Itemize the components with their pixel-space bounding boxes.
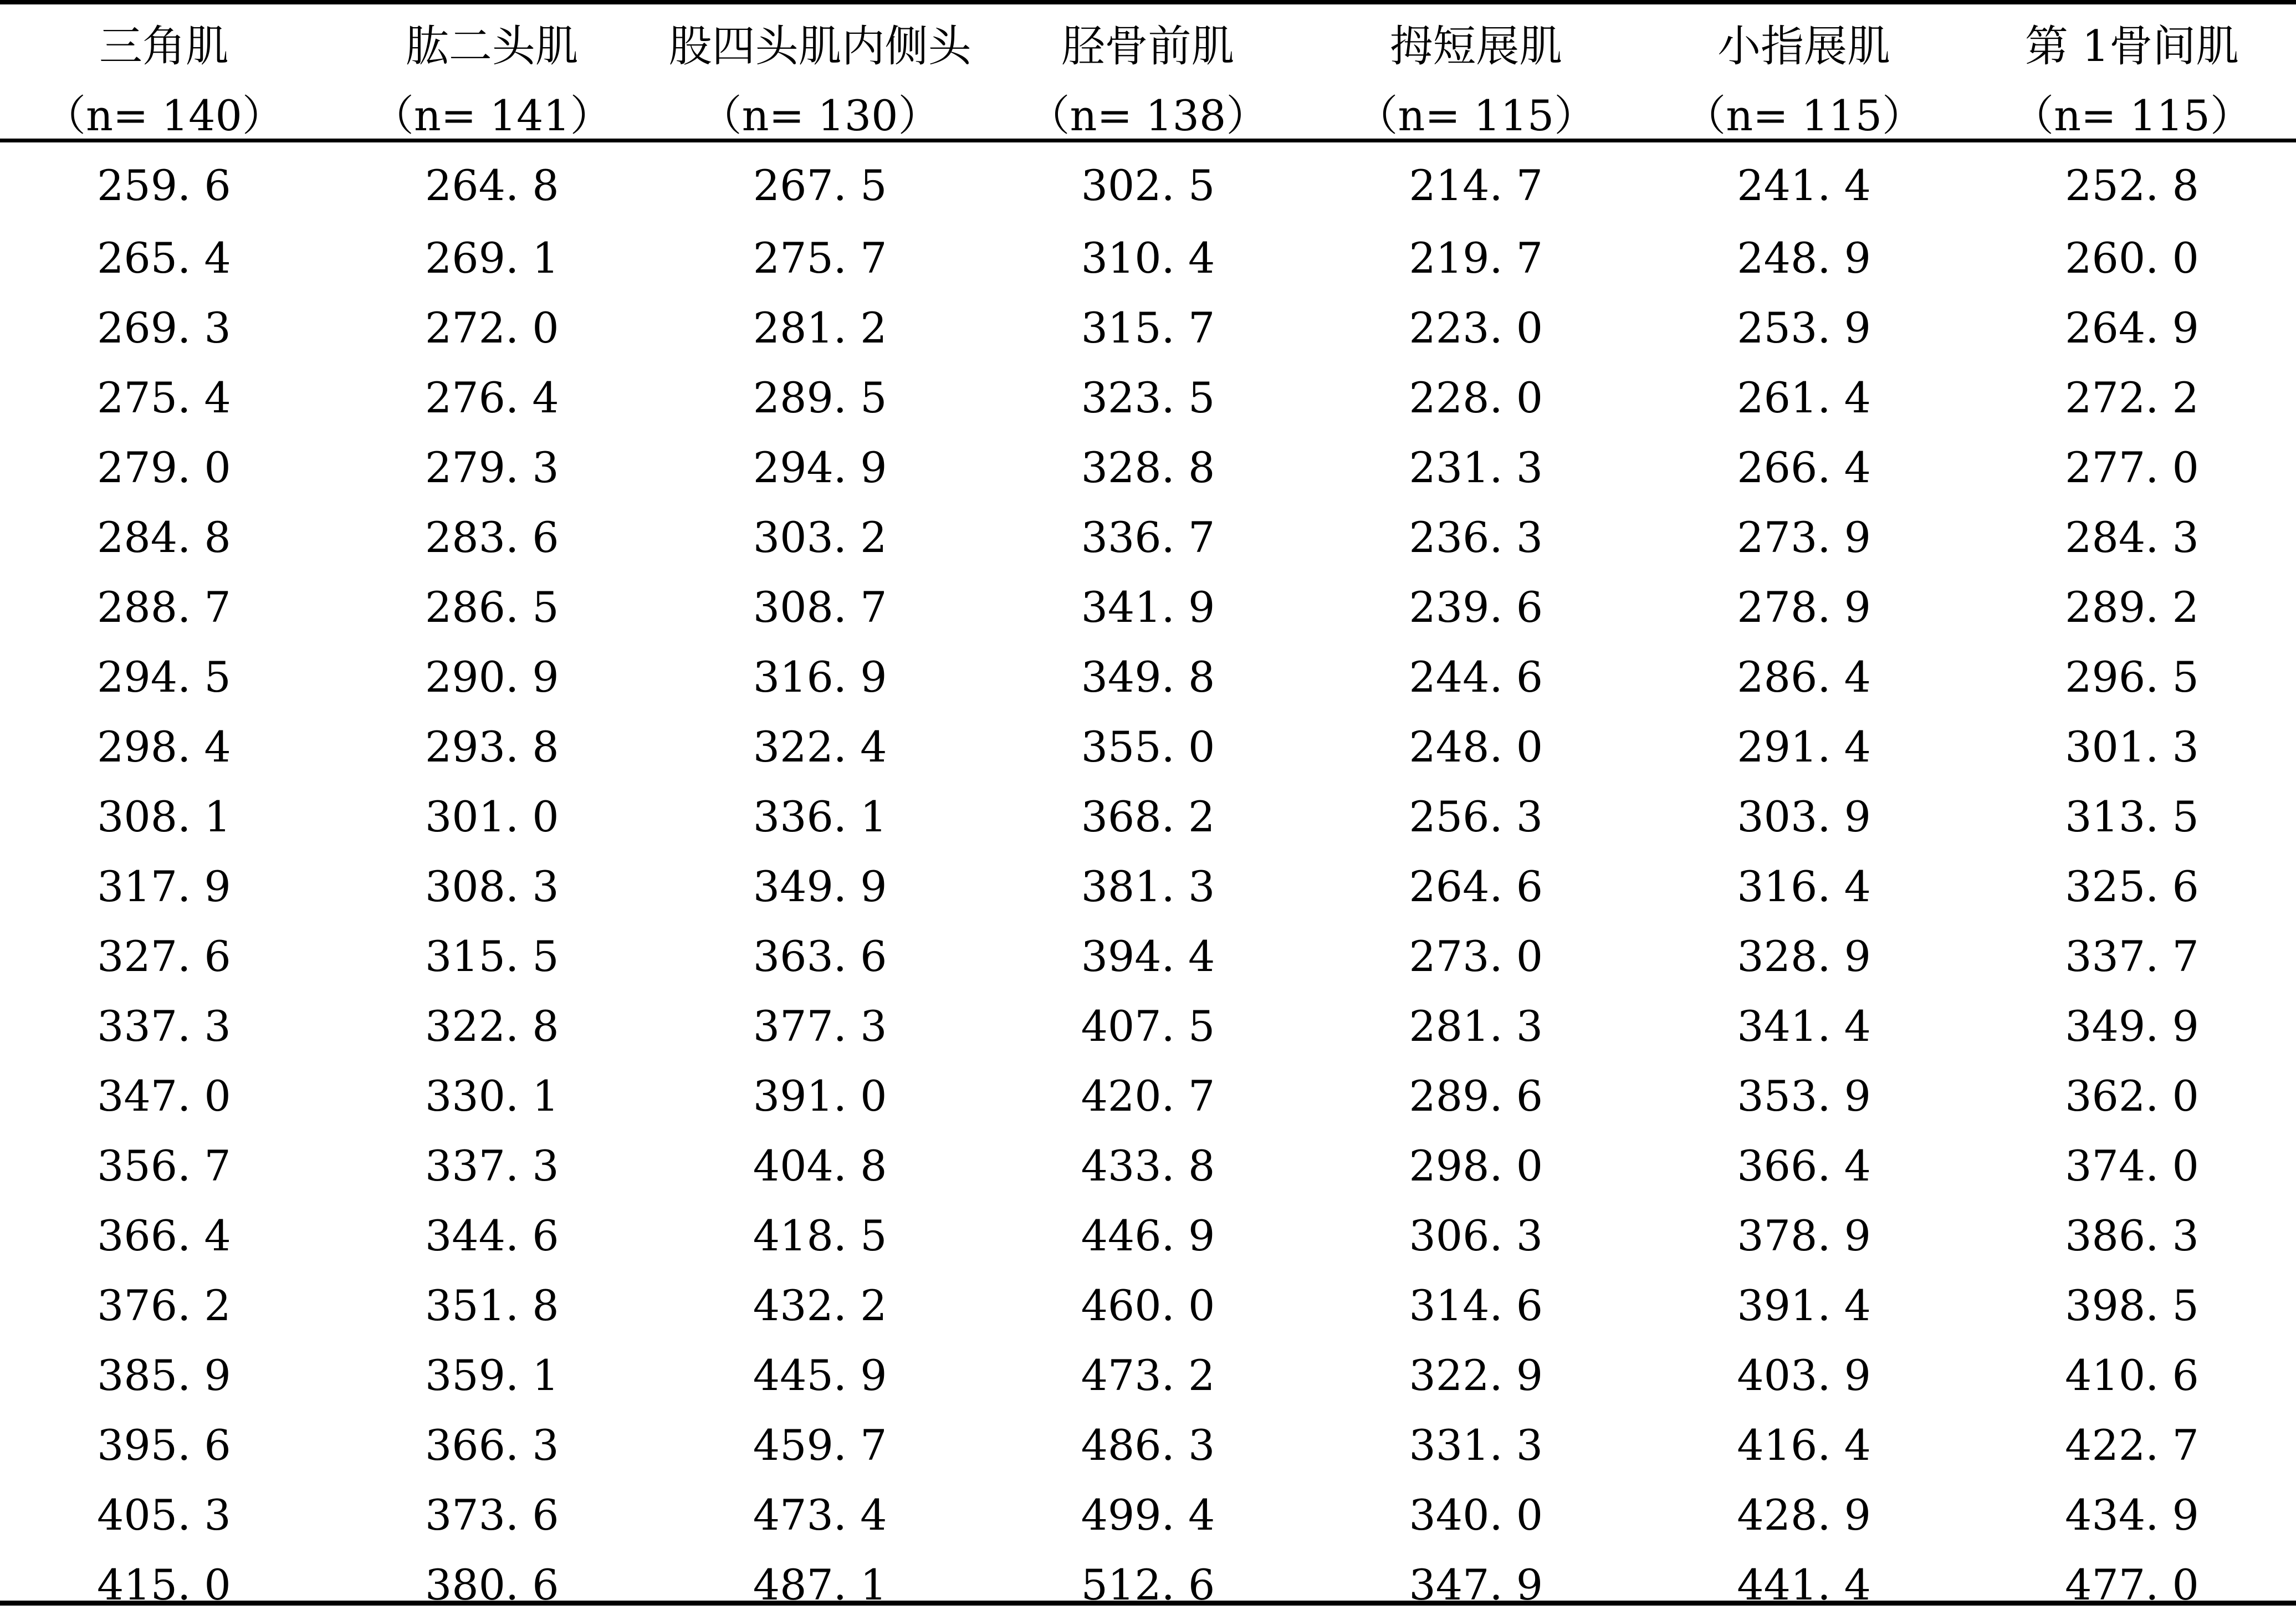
table-cell: 241. 4 bbox=[1737, 160, 1871, 210]
table-cell: 487. 1 bbox=[753, 1560, 887, 1609]
table-cell: 337. 7 bbox=[2065, 932, 2199, 981]
table-cell: 253. 9 bbox=[1737, 303, 1871, 352]
table-cell: 433. 8 bbox=[1081, 1141, 1215, 1190]
table-cell: 286. 5 bbox=[425, 582, 559, 632]
table-row bbox=[0, 433, 2296, 503]
column-header-sample-size: （n= 115） bbox=[1356, 91, 1597, 140]
table-cell: 330. 1 bbox=[425, 1071, 559, 1121]
table-cell: 377. 3 bbox=[753, 1001, 887, 1051]
table-cell: 269. 3 bbox=[97, 303, 231, 352]
table-cell: 284. 8 bbox=[97, 513, 231, 562]
table-cell: 359. 1 bbox=[425, 1351, 559, 1400]
table-cell: 279. 3 bbox=[425, 443, 559, 492]
table-row bbox=[0, 1550, 2296, 1620]
table-cell: 279. 0 bbox=[97, 443, 231, 492]
table-cell: 277. 0 bbox=[2065, 443, 2199, 492]
table-cell: 298. 0 bbox=[1409, 1141, 1543, 1190]
table-cell: 256. 3 bbox=[1409, 792, 1543, 841]
table-cell: 260. 0 bbox=[2065, 233, 2199, 283]
table-cell: 248. 0 bbox=[1409, 722, 1543, 771]
table-cell: 336. 1 bbox=[753, 792, 887, 841]
table-cell: 269. 1 bbox=[425, 233, 559, 283]
table-row bbox=[0, 143, 2296, 223]
table-row bbox=[0, 1271, 2296, 1341]
table-row bbox=[0, 503, 2296, 573]
table-cell: 353. 9 bbox=[1737, 1071, 1871, 1121]
column-header-sample-size: （n= 130） bbox=[699, 91, 940, 140]
table-cell: 288. 7 bbox=[97, 582, 231, 632]
header-row-names bbox=[0, 0, 2296, 89]
table-cell: 331. 3 bbox=[1409, 1420, 1543, 1470]
table-cell: 445. 9 bbox=[753, 1351, 887, 1400]
table-cell: 239. 6 bbox=[1409, 582, 1543, 632]
table-cell: 416. 4 bbox=[1737, 1420, 1871, 1470]
table-cell: 434. 9 bbox=[2065, 1490, 2199, 1540]
table-cell: 298. 4 bbox=[97, 722, 231, 771]
table-row bbox=[0, 1480, 2296, 1550]
table-cell: 391. 4 bbox=[1737, 1281, 1871, 1330]
table-cell: 308. 3 bbox=[425, 862, 559, 911]
table-cell: 289. 5 bbox=[753, 373, 887, 422]
table-cell: 284. 3 bbox=[2065, 513, 2199, 562]
table-cell: 308. 7 bbox=[753, 582, 887, 632]
column-header-name: 第 1骨间肌 bbox=[2024, 22, 2239, 71]
table-cell: 373. 6 bbox=[425, 1490, 559, 1540]
column-header-sample-size: （n= 138） bbox=[1027, 91, 1269, 140]
table-cell: 281. 2 bbox=[753, 303, 887, 352]
table-cell: 460. 0 bbox=[1081, 1281, 1215, 1330]
table-cell: 278. 9 bbox=[1737, 582, 1871, 632]
table-cell: 303. 2 bbox=[753, 513, 887, 562]
table-cell: 381. 3 bbox=[1081, 862, 1215, 911]
column-header-sample-size: （n= 141） bbox=[371, 91, 612, 140]
table-cell: 267. 5 bbox=[753, 160, 887, 210]
table-cell: 340. 0 bbox=[1409, 1490, 1543, 1540]
table-cell: 294. 9 bbox=[753, 443, 887, 492]
table-cell: 301. 0 bbox=[425, 792, 559, 841]
table-cell: 362. 0 bbox=[2065, 1071, 2199, 1121]
table-cell: 214. 7 bbox=[1409, 160, 1543, 210]
table-cell: 327. 6 bbox=[97, 932, 231, 981]
table-cell: 283. 6 bbox=[425, 513, 559, 562]
header-row-sample-size bbox=[0, 89, 2296, 143]
table-cell: 473. 2 bbox=[1081, 1351, 1215, 1400]
table-cell: 386. 3 bbox=[2065, 1211, 2199, 1260]
table-cell: 322. 8 bbox=[425, 1001, 559, 1051]
table-cell: 308. 1 bbox=[97, 792, 231, 841]
table-cell: 264. 6 bbox=[1409, 862, 1543, 911]
table-cell: 322. 9 bbox=[1409, 1351, 1543, 1400]
table-cell: 351. 8 bbox=[425, 1281, 559, 1330]
table-cell: 302. 5 bbox=[1081, 160, 1215, 210]
table-row bbox=[0, 223, 2296, 293]
table-cell: 477. 0 bbox=[2065, 1560, 2199, 1609]
table-cell: 231. 3 bbox=[1409, 443, 1543, 492]
table-cell: 341. 9 bbox=[1081, 582, 1215, 632]
table-cell: 328. 8 bbox=[1081, 443, 1215, 492]
table-cell: 293. 8 bbox=[425, 722, 559, 771]
table-cell: 341. 4 bbox=[1737, 1001, 1871, 1051]
table-cell: 428. 9 bbox=[1737, 1490, 1871, 1540]
table-cell: 356. 7 bbox=[97, 1141, 231, 1190]
table-cell: 473. 4 bbox=[753, 1490, 887, 1540]
table-cell: 349. 9 bbox=[753, 862, 887, 911]
table-cell: 259. 6 bbox=[97, 160, 231, 210]
table-cell: 395. 6 bbox=[97, 1420, 231, 1470]
table-row bbox=[0, 1131, 2296, 1201]
table-row bbox=[0, 1201, 2296, 1271]
table-cell: 264. 9 bbox=[2065, 303, 2199, 352]
table-cell: 512. 6 bbox=[1081, 1560, 1215, 1609]
table-row bbox=[0, 293, 2296, 363]
table-cell: 380. 6 bbox=[425, 1560, 559, 1609]
table-cell: 301. 3 bbox=[2065, 722, 2199, 771]
table-cell: 261. 4 bbox=[1737, 373, 1871, 422]
table-cell: 244. 6 bbox=[1409, 652, 1543, 702]
table-cell: 347. 9 bbox=[1409, 1560, 1543, 1609]
table-cell: 347. 0 bbox=[97, 1071, 231, 1121]
table-header bbox=[0, 0, 2296, 143]
table-cell: 459. 7 bbox=[753, 1420, 887, 1470]
table-cell: 405. 3 bbox=[97, 1490, 231, 1540]
table-row bbox=[0, 712, 2296, 782]
table-cell: 291. 4 bbox=[1737, 722, 1871, 771]
table-cell: 281. 3 bbox=[1409, 1001, 1543, 1051]
table-cell: 236. 3 bbox=[1409, 513, 1543, 562]
table-row bbox=[0, 782, 2296, 852]
column-header-name: 三角肌 bbox=[99, 22, 229, 71]
table-cell: 310. 4 bbox=[1081, 233, 1215, 283]
table-cell: 398. 5 bbox=[2065, 1281, 2199, 1330]
table-cell: 313. 5 bbox=[2065, 792, 2199, 841]
table-cell: 349. 8 bbox=[1081, 652, 1215, 702]
table-cell: 336. 7 bbox=[1081, 513, 1215, 562]
table-cell: 385. 9 bbox=[97, 1351, 231, 1400]
table-row bbox=[0, 573, 2296, 642]
column-header-sample-size: （n= 140） bbox=[43, 91, 284, 140]
table-row bbox=[0, 642, 2296, 712]
table-cell: 223. 0 bbox=[1409, 303, 1543, 352]
column-header-name: 肱二头肌 bbox=[405, 22, 579, 71]
table-cell: 349. 9 bbox=[2065, 1001, 2199, 1051]
table-cell: 316. 4 bbox=[1737, 862, 1871, 911]
column-header-name: 股四头肌内侧头 bbox=[668, 22, 971, 71]
table-row bbox=[0, 363, 2296, 433]
table-cell: 355. 0 bbox=[1081, 722, 1215, 771]
column-header-sample-size: （n= 115） bbox=[1684, 91, 1925, 140]
table-cell: 276. 4 bbox=[425, 373, 559, 422]
table-cell: 248. 9 bbox=[1737, 233, 1871, 283]
table-cell: 391. 0 bbox=[753, 1071, 887, 1121]
table-row bbox=[0, 852, 2296, 922]
table-cell: 441. 4 bbox=[1737, 1560, 1871, 1609]
table-cell: 378. 9 bbox=[1737, 1211, 1871, 1260]
table-cell: 272. 2 bbox=[2065, 373, 2199, 422]
table-cell: 317. 9 bbox=[97, 862, 231, 911]
table-cell: 394. 4 bbox=[1081, 932, 1215, 981]
table-cell: 376. 2 bbox=[97, 1281, 231, 1330]
table-cell: 303. 9 bbox=[1737, 792, 1871, 841]
column-header-name: 胫骨前肌 bbox=[1061, 22, 1235, 71]
table-cell: 404. 8 bbox=[753, 1141, 887, 1190]
table-cell: 294. 5 bbox=[97, 652, 231, 702]
table-cell: 415. 0 bbox=[97, 1560, 231, 1609]
table-cell: 363. 6 bbox=[753, 932, 887, 981]
table-row bbox=[0, 1061, 2296, 1131]
table-body bbox=[0, 143, 2296, 1620]
table-cell: 289. 2 bbox=[2065, 582, 2199, 632]
table-cell: 275. 4 bbox=[97, 373, 231, 422]
table-cell: 328. 9 bbox=[1737, 932, 1871, 981]
table-cell: 366. 4 bbox=[1737, 1141, 1871, 1190]
table-row bbox=[0, 1341, 2296, 1411]
table-cell: 422. 7 bbox=[2065, 1420, 2199, 1470]
table-cell: 337. 3 bbox=[97, 1001, 231, 1051]
table-cell: 296. 5 bbox=[2065, 652, 2199, 702]
table-cell: 432. 2 bbox=[753, 1281, 887, 1330]
table-cell: 325. 6 bbox=[2065, 862, 2199, 911]
table-cell: 486. 3 bbox=[1081, 1420, 1215, 1470]
table-cell: 252. 8 bbox=[2065, 160, 2199, 210]
table-cell: 219. 7 bbox=[1409, 233, 1543, 283]
table-cell: 316. 9 bbox=[753, 652, 887, 702]
table-cell: 290. 9 bbox=[425, 652, 559, 702]
table-cell: 315. 5 bbox=[425, 932, 559, 981]
table-cell: 272. 0 bbox=[425, 303, 559, 352]
table-cell: 366. 4 bbox=[97, 1211, 231, 1260]
column-header-name: 拇短展肌 bbox=[1389, 22, 1563, 71]
table-cell: 403. 9 bbox=[1737, 1351, 1871, 1400]
table-cell: 273. 9 bbox=[1737, 513, 1871, 562]
column-header-name: 小指展肌 bbox=[1717, 22, 1891, 71]
table-cell: 337. 3 bbox=[425, 1141, 559, 1190]
table-cell: 228. 0 bbox=[1409, 373, 1543, 422]
table-row bbox=[0, 922, 2296, 992]
table-cell: 499. 4 bbox=[1081, 1490, 1215, 1540]
table-cell: 407. 5 bbox=[1081, 1001, 1215, 1051]
table-cell: 323. 5 bbox=[1081, 373, 1215, 422]
table-cell: 374. 0 bbox=[2065, 1141, 2199, 1190]
table-cell: 344. 6 bbox=[425, 1211, 559, 1260]
table-row bbox=[0, 992, 2296, 1061]
table-cell: 289. 6 bbox=[1409, 1071, 1543, 1121]
table-cell: 314. 6 bbox=[1409, 1281, 1543, 1330]
table-row bbox=[0, 1411, 2296, 1480]
table-cell: 306. 3 bbox=[1409, 1211, 1543, 1260]
table-cell: 368. 2 bbox=[1081, 792, 1215, 841]
table-cell: 265. 4 bbox=[97, 233, 231, 283]
table-cell: 420. 7 bbox=[1081, 1071, 1215, 1121]
table-cell: 446. 9 bbox=[1081, 1211, 1215, 1260]
table-cell: 366. 3 bbox=[425, 1420, 559, 1470]
table-cell: 275. 7 bbox=[753, 233, 887, 283]
table-cell: 418. 5 bbox=[753, 1211, 887, 1260]
table-cell: 266. 4 bbox=[1737, 443, 1871, 492]
table-cell: 264. 8 bbox=[425, 160, 559, 210]
table-cell: 286. 4 bbox=[1737, 652, 1871, 702]
table-cell: 322. 4 bbox=[753, 722, 887, 771]
table-cell: 315. 7 bbox=[1081, 303, 1215, 352]
table-cell: 410. 6 bbox=[2065, 1351, 2199, 1400]
column-header-sample-size: （n= 115） bbox=[2012, 91, 2252, 140]
table-cell: 273. 0 bbox=[1409, 932, 1543, 981]
